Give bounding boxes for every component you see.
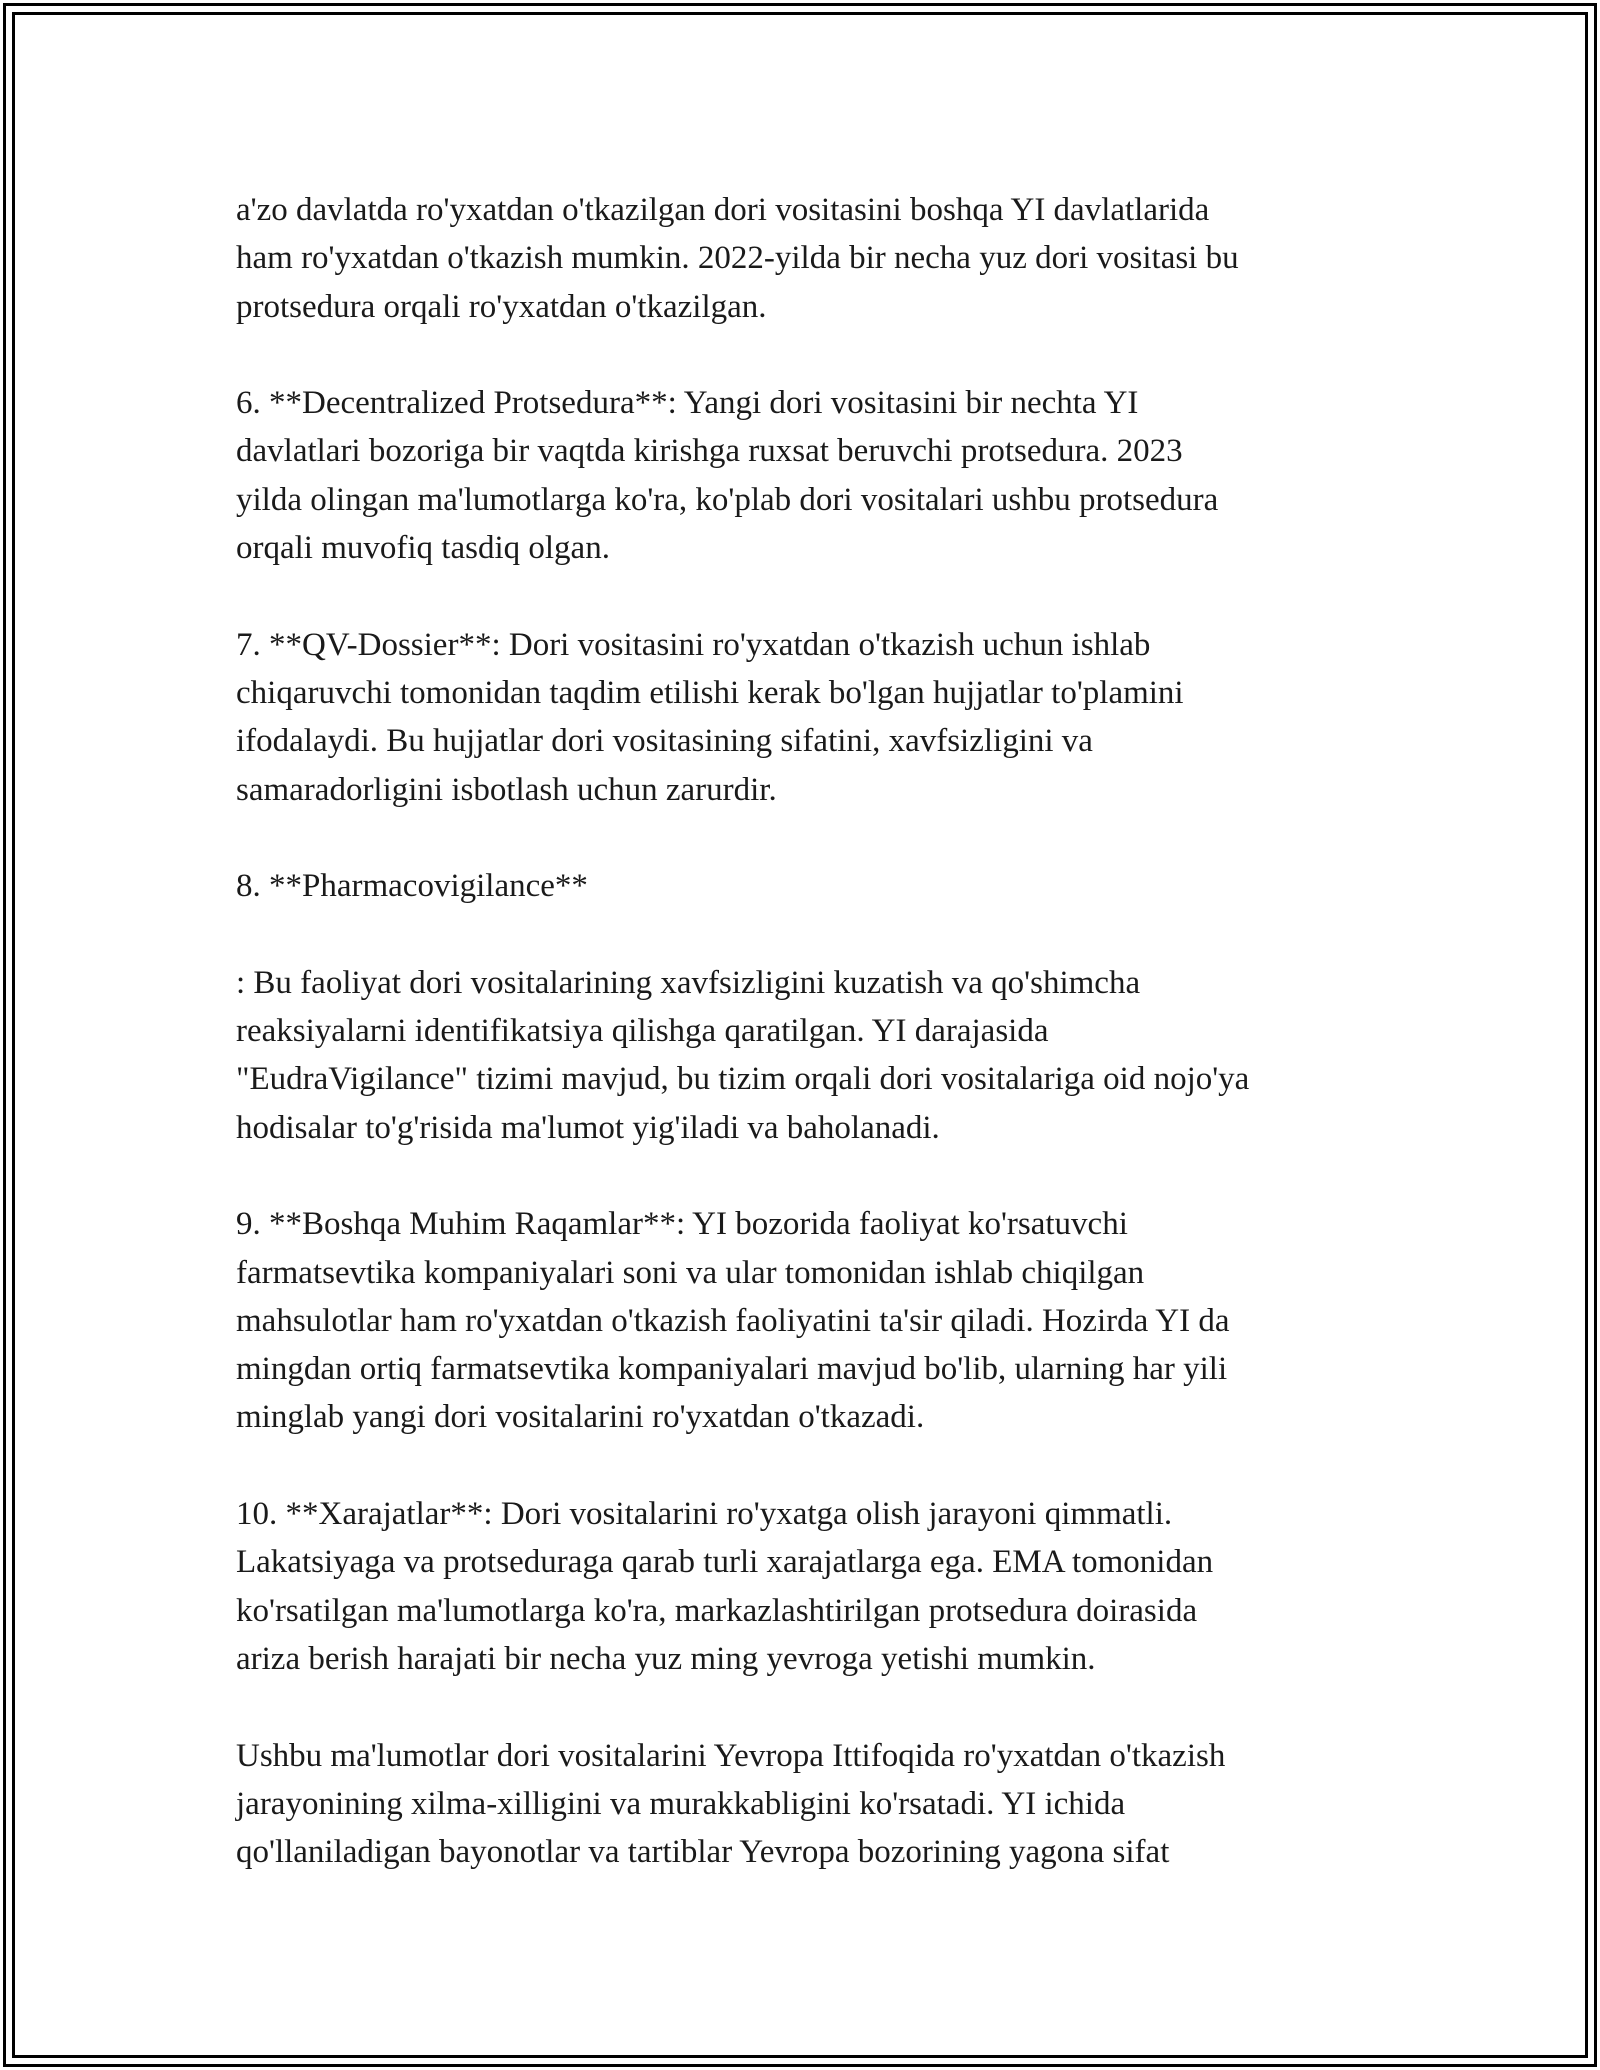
text-line: minglab yangi dori vositalarini ro'yxatdan o'tkazadi. [236, 1399, 925, 1436]
text-line: 6. **Decentralized Protsedura**: Yangi dori vositasini bir nechta YI [236, 385, 1139, 422]
text-line: reaksiyalarni identifikatsiya qilishga qaratilgan. YI darajasida [236, 1013, 1049, 1050]
text-line: 9. **Boshqa Muhim Raqamlar**: YI bozorida faoliyat ko'rsatuvchi [236, 1206, 1128, 1243]
text-line: mahsulotlar ham ro'yxatdan o'tkazish faoliyatini ta'sir qiladi. Hozirda YI da [236, 1302, 1230, 1339]
text-line: Lakatsiyaga va protseduraga qarab turli xarajatlarga ega. EMA tomonidan [236, 1544, 1214, 1581]
paragraph-conclusion [236, 1732, 1396, 1877]
text-line: 7. **QV-Dossier**: Dori vositasini ro'yxatdan o'tkazish uchun ishlab [236, 626, 1151, 663]
text-line: Ushbu ma'lumotlar dori vositalarini Yevropa Ittifoqida ro'yxatdan o'tkazish [236, 1737, 1226, 1774]
text-line: hodisalar to'g'risida ma'lumot yig'iladi va baholanadi. [236, 1109, 940, 1146]
paragraph-item-9 [236, 1200, 1396, 1441]
text-line: orqali muvofiq tasdiq olgan. [236, 530, 610, 567]
text-line: ko'rsatilgan ma'lumotlarga ko'ra, markazlashtirilgan protsedura doirasida [236, 1592, 1198, 1629]
text-line: samaradorligini isbotlash uchun zarurdir. [236, 771, 777, 808]
text-line: yilda olingan ma'lumotlarga ko'ra, ko'plab dori vositalari ushbu protsedura [236, 481, 1219, 518]
text-line: ariza berish harajati bir necha yuz ming yevroga yetishi mumkin. [236, 1640, 1096, 1677]
text-line: ham ro'yxatdan o'tkazish mumkin. 2022-yilda bir necha yuz dori vositasi bu [236, 240, 1239, 277]
document-body [236, 186, 1396, 1925]
text-line: mingdan ortiq farmatsevtika kompaniyalari mavjud bo'lib, ularning har yili [236, 1351, 1228, 1388]
paragraph-item-8-body [236, 959, 1396, 1152]
text-line: 8. **Pharmacovigilance** [236, 868, 588, 905]
paragraph-intro-continuation [236, 186, 1396, 331]
text-line: : Bu faoliyat dori vositalarining xavfsizligini kuzatish va qo'shimcha [236, 964, 1141, 1001]
text-line: protsedura orqali ro'yxatdan o'tkazilgan. [236, 288, 767, 325]
text-line: ifodalaydi. Bu hujjatlar dori vositasining sifatini, xavfsizligini va [236, 723, 1093, 760]
paragraph-item-6 [236, 379, 1396, 572]
text-line: farmatsevtika kompaniyalari soni va ular tomonidan ishlab chiqilgan [236, 1254, 1145, 1291]
text-line: 10. **Xarajatlar**: Dori vositalarini ro'yxatga olish jarayoni qimmatli. [236, 1496, 1173, 1533]
paragraph-item-7 [236, 621, 1396, 814]
text-line: a'zo davlatda ro'yxatdan o'tkazilgan dori vositasini boshqa YI davlatlarida [236, 192, 1210, 228]
text-line: qo'llaniladigan bayonotlar va tartiblar Yevropa bozorining yagona sifat [236, 1834, 1170, 1871]
paragraph-item-8-heading [236, 862, 1396, 910]
text-line: jarayonining xilma-xilligini va murakkabligini ko'rsatadi. YI ichida [236, 1785, 1126, 1822]
text-line: davlatlari bozoriga bir vaqtda kirishga ruxsat beruvchi protsedura. 2023 [236, 433, 1183, 470]
text-line: chiqaruvchi tomonidan taqdim etilishi kerak bo'lgan hujjatlar to'plamini [236, 674, 1184, 711]
paragraph-item-10 [236, 1490, 1396, 1683]
text-line: "EudraVigilance" tizimi mavjud, bu tizim orqali dori vositalariga oid nojo'ya [236, 1061, 1250, 1098]
